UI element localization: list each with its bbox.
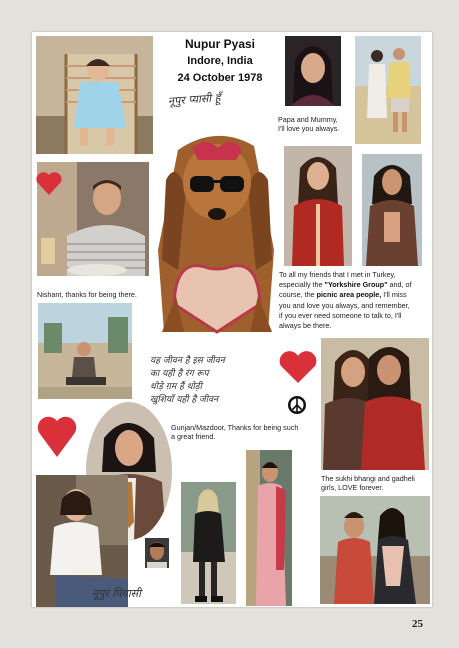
poem-line-2: का यही है रंग रूप [150, 369, 209, 379]
turkey-line-3a: course, the [279, 290, 317, 300]
heart-icon [37, 412, 77, 458]
poem-line-4: खुशियाँ यही है जीवन [150, 395, 219, 405]
heart-icon [34, 170, 64, 196]
caption-parents [278, 115, 356, 134]
photo-dog-sunglasses [156, 120, 278, 338]
photo-lady-brown-jacket [362, 154, 422, 266]
student-location: Indore, India [187, 55, 253, 67]
turkey-line-2 [279, 280, 429, 290]
header-signature: नूपुर प्यासी हूँ [167, 91, 221, 108]
heart-icon [278, 350, 318, 384]
caption-parents-line2: I'll love you always. [278, 124, 340, 134]
page-number: 25 [412, 618, 423, 630]
photo-two-girls-sitting [320, 496, 430, 604]
photo-toddler-chair [36, 36, 153, 154]
photo-girl-red-top [284, 146, 352, 266]
photo-two-girls [321, 338, 429, 470]
caption-sukhi [321, 474, 431, 493]
turkey-line-3 [279, 290, 429, 300]
student-name: Nupur Pyasi [184, 37, 256, 51]
turkey-line-2a: especially the [279, 280, 325, 290]
turkey-line-3c: I'll miss [381, 290, 407, 300]
turkey-line-3b: picnic area people, [316, 290, 382, 300]
turkey-line-6: always be there. [279, 321, 332, 331]
photo-girl-portrait [285, 36, 341, 106]
caption-parents-line1: Papa and Mummy, [278, 115, 338, 124]
profile-header [154, 36, 286, 87]
turkey-line-2c: and, of [387, 280, 412, 290]
sukhi-line-1: The sukhi bhangi and gadheli [321, 474, 415, 483]
gunjan-line-1: Gunjan/Mazdoor, Thanks for being such [171, 423, 299, 432]
caption-turkey-friends [279, 270, 429, 331]
photo-women-saris [246, 450, 292, 606]
peace-sign-icon [287, 395, 307, 415]
caption-gunjan [171, 423, 321, 442]
hindi-signature: नूपुर पियासी [92, 587, 141, 600]
turkey-line-2b: "Yorkshire Group" [324, 280, 388, 290]
turkey-line-5: if you ever need someone to talk to, I'll [279, 310, 402, 320]
caption-nishant: Nishant, thanks for being there. [37, 290, 137, 299]
turkey-line-4: you and love you always, and remember, [279, 300, 410, 310]
photo-boy-face [145, 538, 169, 568]
turkey-line-1: To all my friends that I met in Turkey, [279, 270, 396, 279]
student-birthdate: 24 October 1978 [177, 72, 263, 84]
poem-line-1: यह जीवन है इस जीवन [150, 356, 225, 366]
photo-woman-black-dress [181, 482, 236, 604]
sukhi-line-2: girls, LOVE forever. [321, 483, 384, 493]
poem-line-3: थोड़े ग़म हैं थोड़ी [150, 382, 202, 392]
hindi-poem [150, 355, 282, 407]
photo-parents-beach [355, 36, 421, 144]
photo-man-seated [38, 303, 132, 399]
gunjan-line-2: a great friend. [171, 432, 216, 442]
